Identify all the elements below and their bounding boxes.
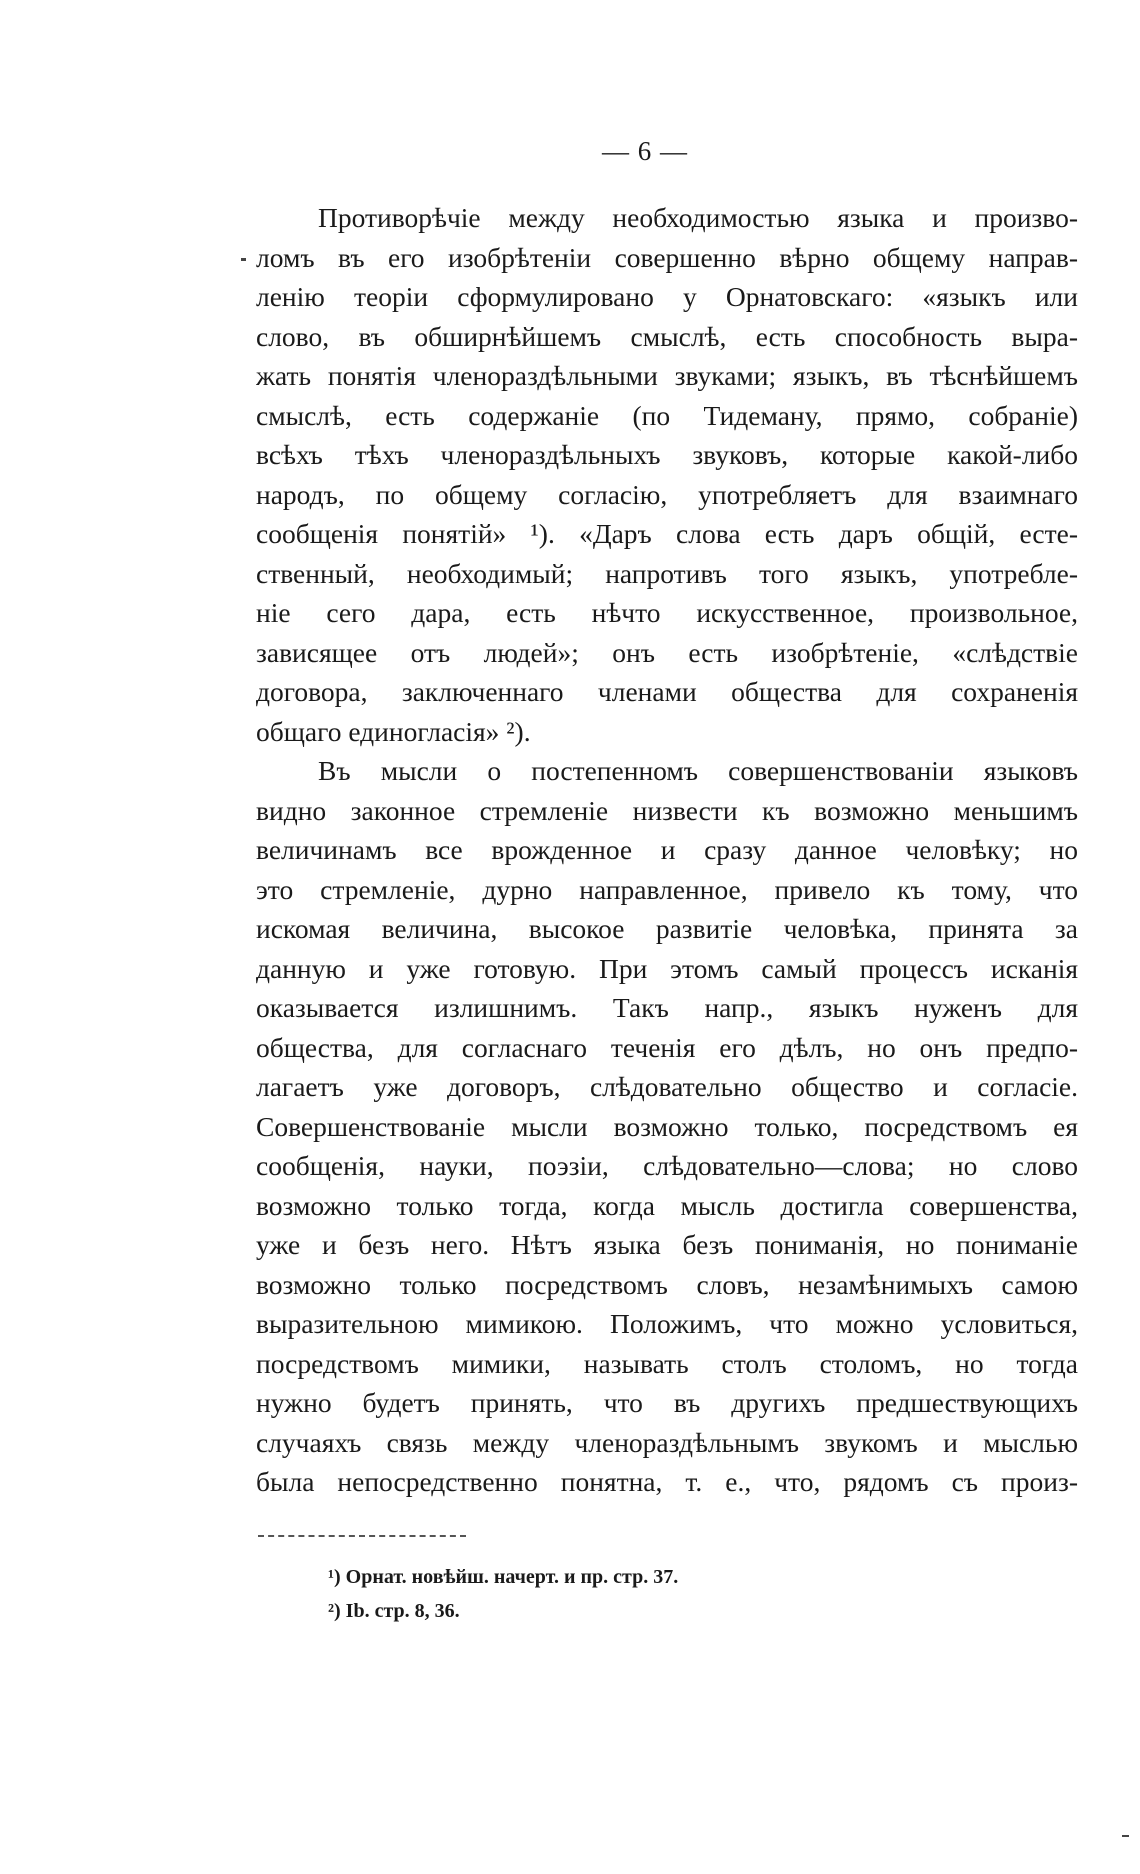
- text-line: была непосредственно понятна, т. е., что, рядомъ съ произ-: [256, 1466, 1078, 1497]
- text-line: видно законное стремленіе низвести къ возможно меньшимъ: [256, 794, 1078, 826]
- text-line: сообщенія понятій» ¹). «Даръ слова есть даръ общій, есте-: [256, 518, 1078, 549]
- text-line: договора, заключеннаго членами общества для сохраненія: [256, 676, 1078, 707]
- text-line: жать понятія членораздѣльными звуками; языкъ, въ тѣснѣйшемъ: [256, 360, 1078, 391]
- text-line: сообщенія, науки, поэзіи, слѣдовательно—слова; но слово: [256, 1150, 1078, 1181]
- text-line: общества, для согласнаго теченія его дѣлъ, но онъ предпо-: [256, 1031, 1078, 1063]
- text-line: оказывается излишнимъ. Такъ напр., языкъ нуженъ для: [256, 992, 1078, 1023]
- text-line: лагаетъ уже договоръ, слѣдовательно общество и согласіе.: [256, 1071, 1078, 1102]
- text-line: возможно только тогда, когда мысль достигла совершенства,: [256, 1189, 1078, 1221]
- text-line: уже и безъ него. Нѣтъ языка безъ пониманія, но пониманіе: [256, 1229, 1078, 1260]
- footnote-1: ¹) Орнат. новѣйш. начерт. и пр. стр. 37.: [328, 1566, 679, 1588]
- margin-dot: [1122, 1835, 1129, 1837]
- text-line: Совершенствованіе мысли возможно только, посредствомъ ея: [256, 1110, 1078, 1142]
- text-line: Противорѣчіе между необходимостью языка и произво-: [318, 202, 1078, 233]
- text-line: ломъ въ его изобрѣтеніи совершенно вѣрно общему направ-: [256, 241, 1078, 273]
- page-number: — 6 —: [602, 136, 688, 166]
- text-line: это стремленіе, дурно направленное, привело къ тому, что: [256, 873, 1078, 905]
- margin-dot: [241, 258, 246, 261]
- text-line: величинамъ все врожденное и сразу данное человѣку; но: [256, 834, 1078, 865]
- text-line: посредствомъ мимики, называть столъ столомъ, но тогда: [256, 1347, 1078, 1379]
- body-text: [256, 198, 1078, 1502]
- text-line: Въ мысли о постепенномъ совершенствованіи языковъ: [318, 755, 1078, 786]
- text-line: ніе сего дара, есть нѣчто искусственное, произвольное,: [256, 597, 1078, 628]
- footnote-2: ²) Ib. стр. 8, 36.: [328, 1600, 460, 1622]
- text-line: народъ, по общему согласію, употребляетъ для взаимнаго: [256, 478, 1078, 510]
- text-line: смыслѣ, есть содержаніе (по Тидеману, прямо, собраніе): [256, 399, 1078, 431]
- text-line: искомая величина, высокое развитіе человѣка, принята за: [256, 913, 1078, 944]
- text-line: возможно только посредствомъ словъ, незамѣнимыхъ самою: [256, 1268, 1078, 1300]
- footnotes: [328, 1560, 1028, 1628]
- text-line: всѣхъ тѣхъ членораздѣльныхъ звуковъ, которые какой-либо: [256, 439, 1078, 470]
- text-line: ственный, необходимый; напротивъ того языкъ, употребле-: [256, 557, 1078, 589]
- text-line: случаяхъ связь между членораздѣльнымъ звукомъ и мыслью: [256, 1426, 1078, 1458]
- footnote-divider: [258, 1535, 466, 1537]
- text-line: общаго единогласія» ²).: [256, 715, 531, 747]
- text-line: нужно будетъ принять, что въ другихъ предшествующихъ: [256, 1387, 1078, 1418]
- text-line: выразительною мимикою. Положимъ, что можно условиться,: [256, 1308, 1078, 1339]
- text-line: ленію теоріи сформулировано у Орнатовскаго: «языкъ или: [256, 281, 1078, 312]
- text-line: данную и уже готовую. При этомъ самый процессъ исканія: [256, 952, 1078, 984]
- text-line: слово, въ обширнѣйшемъ смыслѣ, есть способность выра-: [256, 320, 1078, 352]
- text-line: зависящее отъ людей»; онъ есть изобрѣтеніе, «слѣдствіе: [256, 636, 1078, 668]
